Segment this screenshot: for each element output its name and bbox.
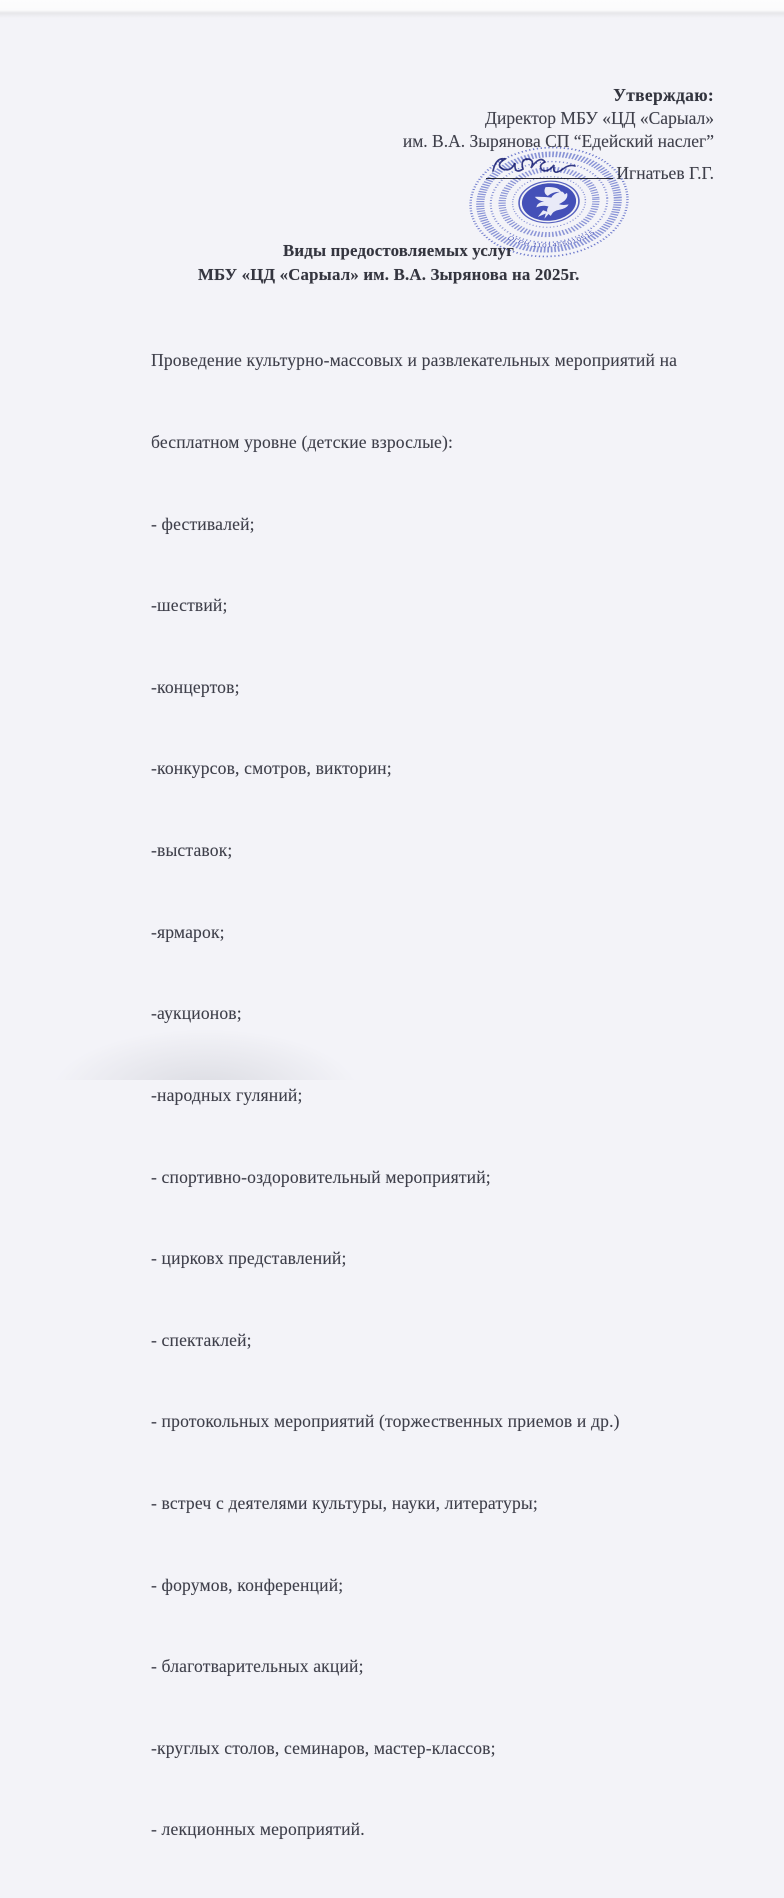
service-list-line: Проведение культурно-массовых и развлекательных мероприятий на bbox=[151, 350, 678, 371]
stamp-ogrn-text: ОГРН 1101455010515 bbox=[505, 229, 598, 249]
service-list-line: -аукционов; bbox=[151, 1003, 242, 1024]
handwritten-signature bbox=[487, 149, 599, 181]
service-list-line: - спортивно-оздоровительный мероприятий; bbox=[151, 1166, 491, 1187]
doc-title-line1: Виды предостовляемых услуг bbox=[283, 241, 515, 260]
service-list-line: - встреч с деятелями культуры, науки, литературы; bbox=[151, 1492, 538, 1513]
approve-label: Утверждаю: bbox=[613, 85, 714, 105]
service-list-line: -ярмарок; bbox=[151, 921, 225, 942]
service-list-line: -выставок; bbox=[151, 840, 233, 861]
service-list-line: -шествий; bbox=[151, 595, 228, 616]
director-line: Директор МБУ «ЦД «Сарыал» bbox=[485, 108, 714, 128]
service-list-line: - форумов, конференций; bbox=[151, 1574, 344, 1595]
service-list-line: - благотварительных акций; bbox=[151, 1656, 364, 1677]
service-list-line: бесплатном уровне (детские взрослые): bbox=[151, 432, 454, 453]
service-list-line: - фестивалей; bbox=[151, 513, 255, 534]
service-list-line: - спектаклей; bbox=[151, 1329, 252, 1350]
service-list-line: -народных гуляний; bbox=[151, 1084, 303, 1105]
service-list-line: -концертов; bbox=[151, 676, 240, 697]
service-list-line: - цирковх представлений; bbox=[151, 1248, 347, 1269]
service-list-line: -круглых столов, семинаров, мастер-классов; bbox=[151, 1737, 496, 1758]
signer-name: Игнатьев Г.Г. bbox=[616, 163, 714, 183]
service-list bbox=[151, 293, 736, 1898]
service-list-line: - протокольных мероприятий (торжественных приемов и др.) bbox=[151, 1411, 620, 1432]
doc-title-line2: МБУ «ЦД «Сарыал» им. В.А. Зырянова на 2025г. bbox=[198, 265, 580, 284]
service-list-line: -конкурсов, смотров, викторин; bbox=[151, 758, 392, 779]
organization-line: им. В.А. Зырянова СП “Едейский наслег” bbox=[402, 131, 714, 151]
service-list-line: - лекционных мероприятий. bbox=[151, 1819, 365, 1840]
